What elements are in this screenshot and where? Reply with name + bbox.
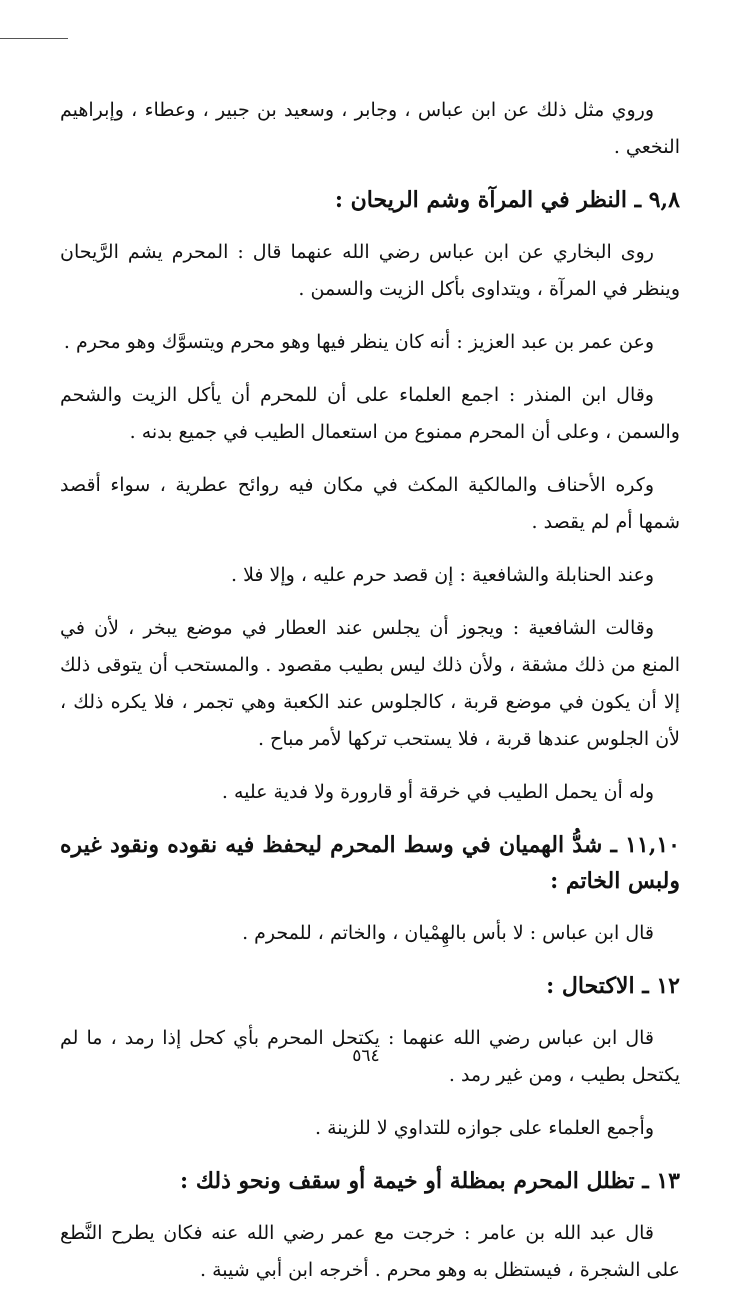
paragraph-narrators: وروي مثل ذلك عن ابن عباس ، وجابر ، وسعيد بن جبير ، وعطاء ، وإبراهيم النخعي . — [60, 99, 680, 158]
paragraph-ibn-abbas-kohl: قال ابن عباس رضي الله عنهما : يكتحل المحرم بأي كحل إذا رمد ، ما لم يكتحل بطيب ، ومن غير رمد . — [60, 1027, 680, 1086]
heading-shade: ١٣ ـ تظلل المحرم بمظلة أو خيمة أو سقف ونحو ذلك : — [180, 1168, 680, 1194]
paragraph-ibn-mundhir: وقال ابن المنذر : اجمع العلماء على أن للمحرم أن يأكل الزيت والشحم والسمن ، وعلى أن المحرم ممنوع من استعمال الطيب في جميع بدنه . — [60, 384, 680, 443]
paragraph-consensus-kohl: وأجمع العلماء على جوازه للتداوي لا للزينة . — [315, 1117, 654, 1139]
paragraph-umar-abdulaziz: وعن عمر بن عبد العزيز : أنه كان ينظر فيها وهو محرم ويتسوَّك وهو محرم . — [63, 331, 654, 353]
paragraph-hanafi-maliki: وكره الأحناف والمالكية المكث في مكان فيه روائح عطرية ، سواء أقصد شمها أم لم يقصد . — [60, 474, 680, 533]
paragraph-carry-perfume: وله أن يحمل الطيب في خرقة أو قارورة ولا فدية عليه . — [221, 781, 654, 803]
page-number: ٥٦٤ — [352, 1046, 380, 1066]
paragraph-bukhari: روى البخاري عن ابن عباس رضي الله عنهما قال : المحرم يشم الرَّيحان وينظر في المرآة ، ويتداوى بأكل الزيت والسمن . — [60, 241, 680, 300]
paragraph-abdullah-amir: قال عبد الله بن عامر : خرجت مع عمر رضي الله عنه فكان يطرح النَّطع على الشجرة ، فيستظل به وهو محرم . أخرجه ابن أبي شيبة . — [60, 1222, 680, 1281]
top-rule — [0, 38, 68, 39]
paragraph-hanbali-shafii: وعند الحنابلة والشافعية : إن قصد حرم عليه ، وإلا فلا . — [230, 564, 654, 586]
paragraph-shafii-perfumer: وقالت الشافعية : ويجوز أن يجلس عند العطار في موضع يبخر ، لأن في المنع من ذلك مشقة ، ولأن ذلك ليس بطيب مقصود . والمستحب أن يتوقى ذلك إلا أن يكون في موضع قربة ، كالجلوس عند الكعبة وهي تجمر ، فلا يكره ذلك ، لأن الجلوس عندها قربة ، فلا يستحب تركها لأمر مباح . — [60, 617, 680, 750]
heading-kohl: ١٢ ـ الاكتحال : — [546, 973, 680, 999]
paragraph-ibn-abbas-belt: قال ابن عباس : لا بأس بالهِمْيان ، والخاتم ، للمحرم . — [242, 922, 654, 944]
page-body — [60, 92, 680, 1305]
heading-mirror-basil: ٩,٨ ـ النظر في المرآة وشم الريحان : — [334, 187, 680, 213]
heading-money-belt-ring: ١١,١٠ ـ شدُّ الهميان في وسط المحرم ليحفظ فيه نقوده ونقود غيره ولبس الخاتم : — [60, 832, 680, 894]
